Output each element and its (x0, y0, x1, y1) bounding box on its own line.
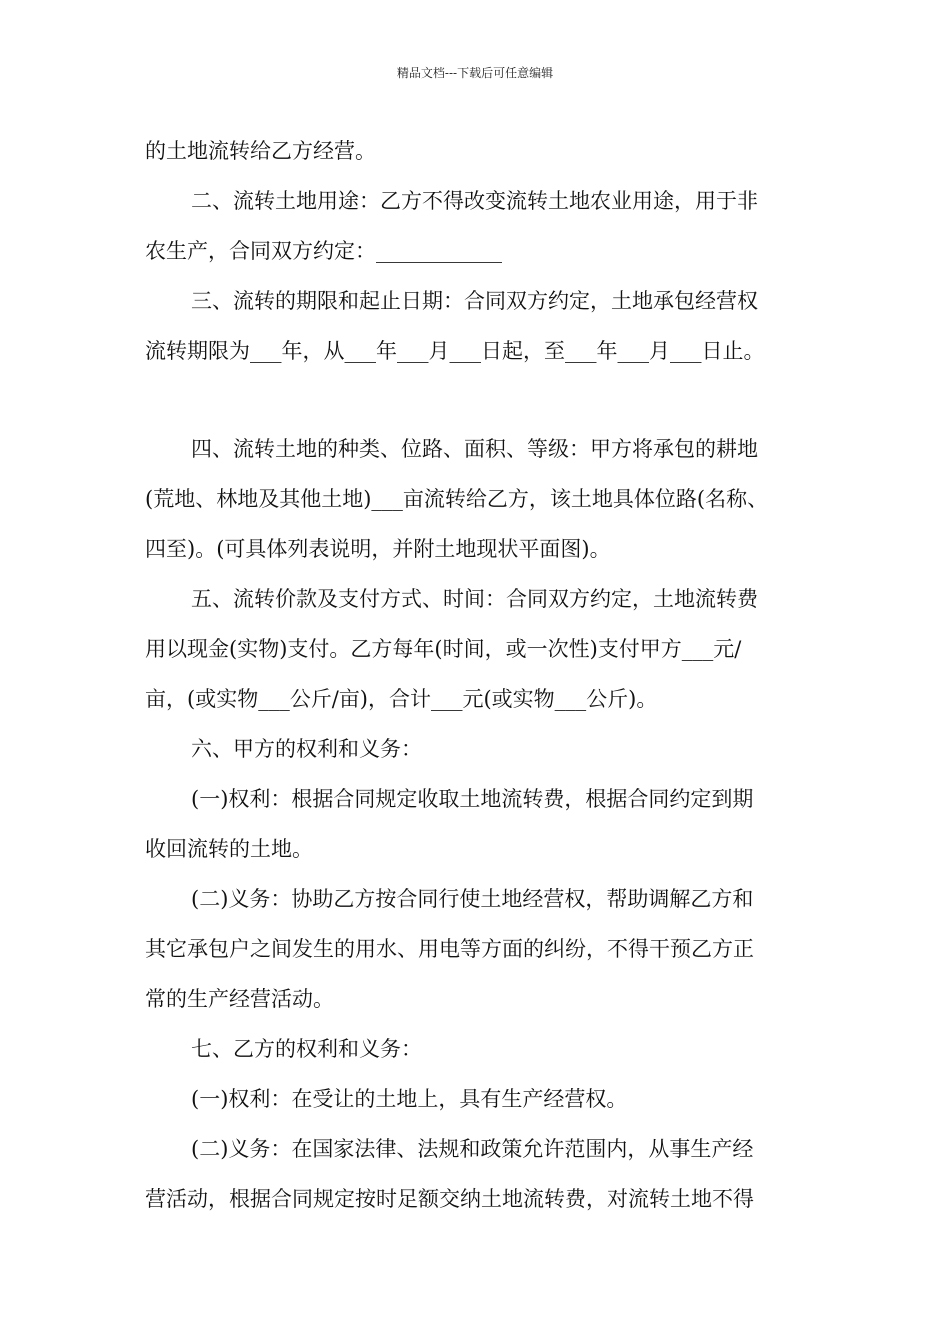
text-line: 流转期限为___年，从___年___月___日起，至___年___月___日止。 (145, 339, 765, 363)
text-line: 收回流转的土地。 (145, 837, 313, 861)
text-line: 四至)。(可具体列表说明，并附土地现状平面图)。 (145, 537, 611, 561)
party-a-rights-line: (一)权利：根据合同规定收取土地流转费，根据合同约定到期 (191, 787, 754, 811)
document-body (145, 126, 815, 1224)
clause-3-heading-line: 三、流转的期限和起止日期：合同双方约定，土地承包经营权 (191, 289, 758, 313)
text-line: 农生产，合同双方约定：____________ (145, 239, 502, 263)
page-header: 精品文档---下载后可任意编辑 (396, 66, 554, 80)
text-line: 常的生产经营活动。 (145, 987, 334, 1011)
clause-7-heading-line: 七、乙方的权利和义务： (191, 1037, 422, 1061)
text-line: 其它承包户之间发生的用水、用电等方面的纠纷，不得干预乙方正 (145, 937, 754, 961)
clause-4-heading-line: 四、流转土地的种类、位路、面积、等级：甲方将承包的耕地 (191, 437, 758, 461)
clause-5-heading-line: 五、流转价款及支付方式、时间：合同双方约定，土地流转费 (191, 587, 758, 611)
text-line: 营活动，根据合同规定按时足额交纳土地流转费，对流转土地不得 (145, 1187, 754, 1211)
text-line: 用以现金(实物)支付。乙方每年(时间，或一次性)支付甲方___元/ (145, 637, 742, 661)
paragraph-spacer (145, 376, 815, 424)
party-a-obligations-line: (二)义务：协助乙方按合同行使土地经营权，帮助调解乙方和 (191, 887, 754, 911)
clause-2-heading-line: 二、流转土地用途：乙方不得改变流转土地农业用途，用于非 (191, 189, 758, 213)
text-line: 的土地流转给乙方经营。 (145, 139, 376, 163)
text-line: 亩，(或实物___公斤/亩)，合计___元(或实物___公斤)。 (145, 687, 658, 711)
text-line: (荒地、林地及其他土地)___亩流转给乙方，该土地具体位路(名称、 (145, 487, 769, 511)
party-b-obligations-line: (二)义务：在国家法律、法规和政策允许范围内，从事生产经 (191, 1137, 754, 1161)
party-b-rights-line: (一)权利：在受让的土地上，具有生产经营权。 (191, 1087, 628, 1111)
clause-6-heading-line: 六、甲方的权利和义务： (191, 737, 422, 761)
